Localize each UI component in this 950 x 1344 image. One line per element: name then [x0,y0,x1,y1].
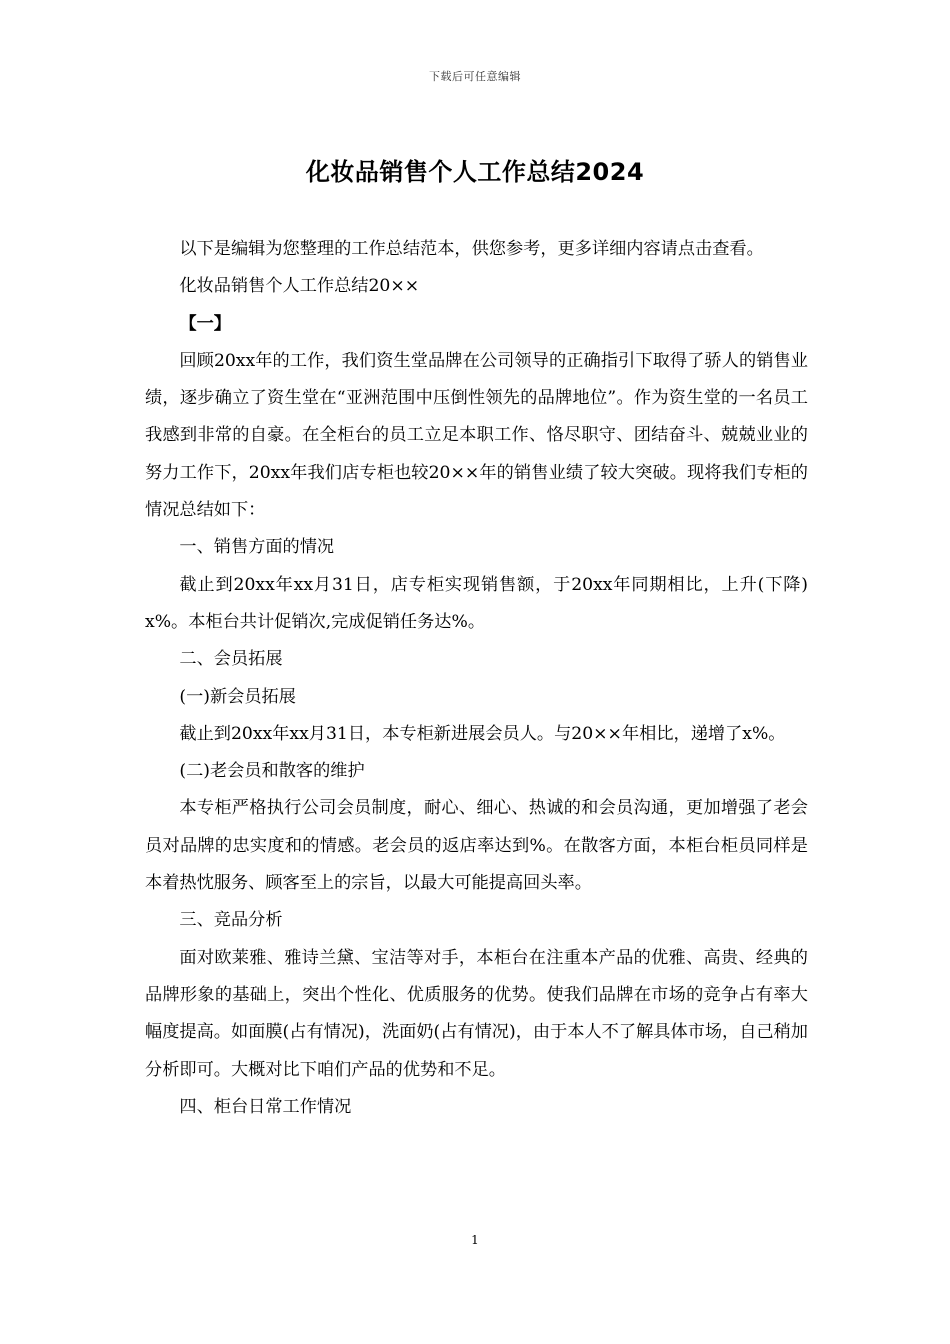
heading-competitors: 三、竞品分析 [179,910,283,931]
paragraph-review: 回顾20xx年的工作，我们资生堂品牌在公司领导的正确指引下取得了骄人的销售业绩，逐步确立了资生堂在“亚洲范围中压倒性领先的品牌地位”。作为资生堂的一名员工我感到非常的自豪。在全柜台的员工立足本职工作、恪尽职守、团结奋斗、兢兢业业的努力工作下，20xx年我们店专柜也较20××年的销售业绩了较大突破。现将我们专柜的情况总结如下： [145,350,808,521]
heading-members: 二、会员拓展 [179,649,283,670]
document-title: 化妆品销售个人工作总结2024 [305,158,645,186]
subheading-new-members: (一)新会员拓展 [179,686,296,707]
paragraph-old-members: 本专柜严格执行公司会员制度，耐心、细心、热诚的和会员沟通，更加增强了老会员对品牌的忠实度和的情感。老会员的返店率达到%。在散客方面，本柜台柜员同样是本着热忱服务、顾客至上的宗旨，以最大可能提高回头率。 [145,798,808,894]
page-number: 1 [471,1233,479,1247]
paragraph-new-members: 截止到20xx年xx月31日，本专柜新进展会员人。与20××年相比，递增了x%。 [179,723,786,744]
section-marker: 【一】 [179,313,231,334]
paragraph-intro: 以下是编辑为您整理的工作总结范本，供您参考，更多详细内容请点击查看。 [179,239,764,259]
paragraph-sales: 截止到20xx年xx月31日，店专柜实现销售额，于20xx年同期相比，上升(下降)x%。本柜台共计促销次,完成促销任务达%。 [145,574,808,632]
document-body [145,231,808,1126]
subheading-old-members: (二)老会员和散客的维护 [179,761,365,782]
paragraph-subtitle: 化妆品销售个人工作总结20×× [179,276,420,297]
heading-daily-work: 四、柜台日常工作情况 [179,1096,352,1117]
paragraph-competitors: 面对欧莱雅、雅诗兰黛、宝洁等对手，本柜台在注重本产品的优雅、高贵、经典的品牌形象的基础上，突出个性化、优质服务的优势。使我们品牌在市场的竞争占有率大幅度提高。如面膜(占有情况)，洗面奶(占有情况)，由于本人不了解具体市场，自己稍加分析即可。大概对比下咱们产品的优势和不足。 [145,947,808,1080]
heading-sales: 一、销售方面的情况 [179,537,335,558]
header-note: 下载后可任意编辑 [429,70,521,83]
